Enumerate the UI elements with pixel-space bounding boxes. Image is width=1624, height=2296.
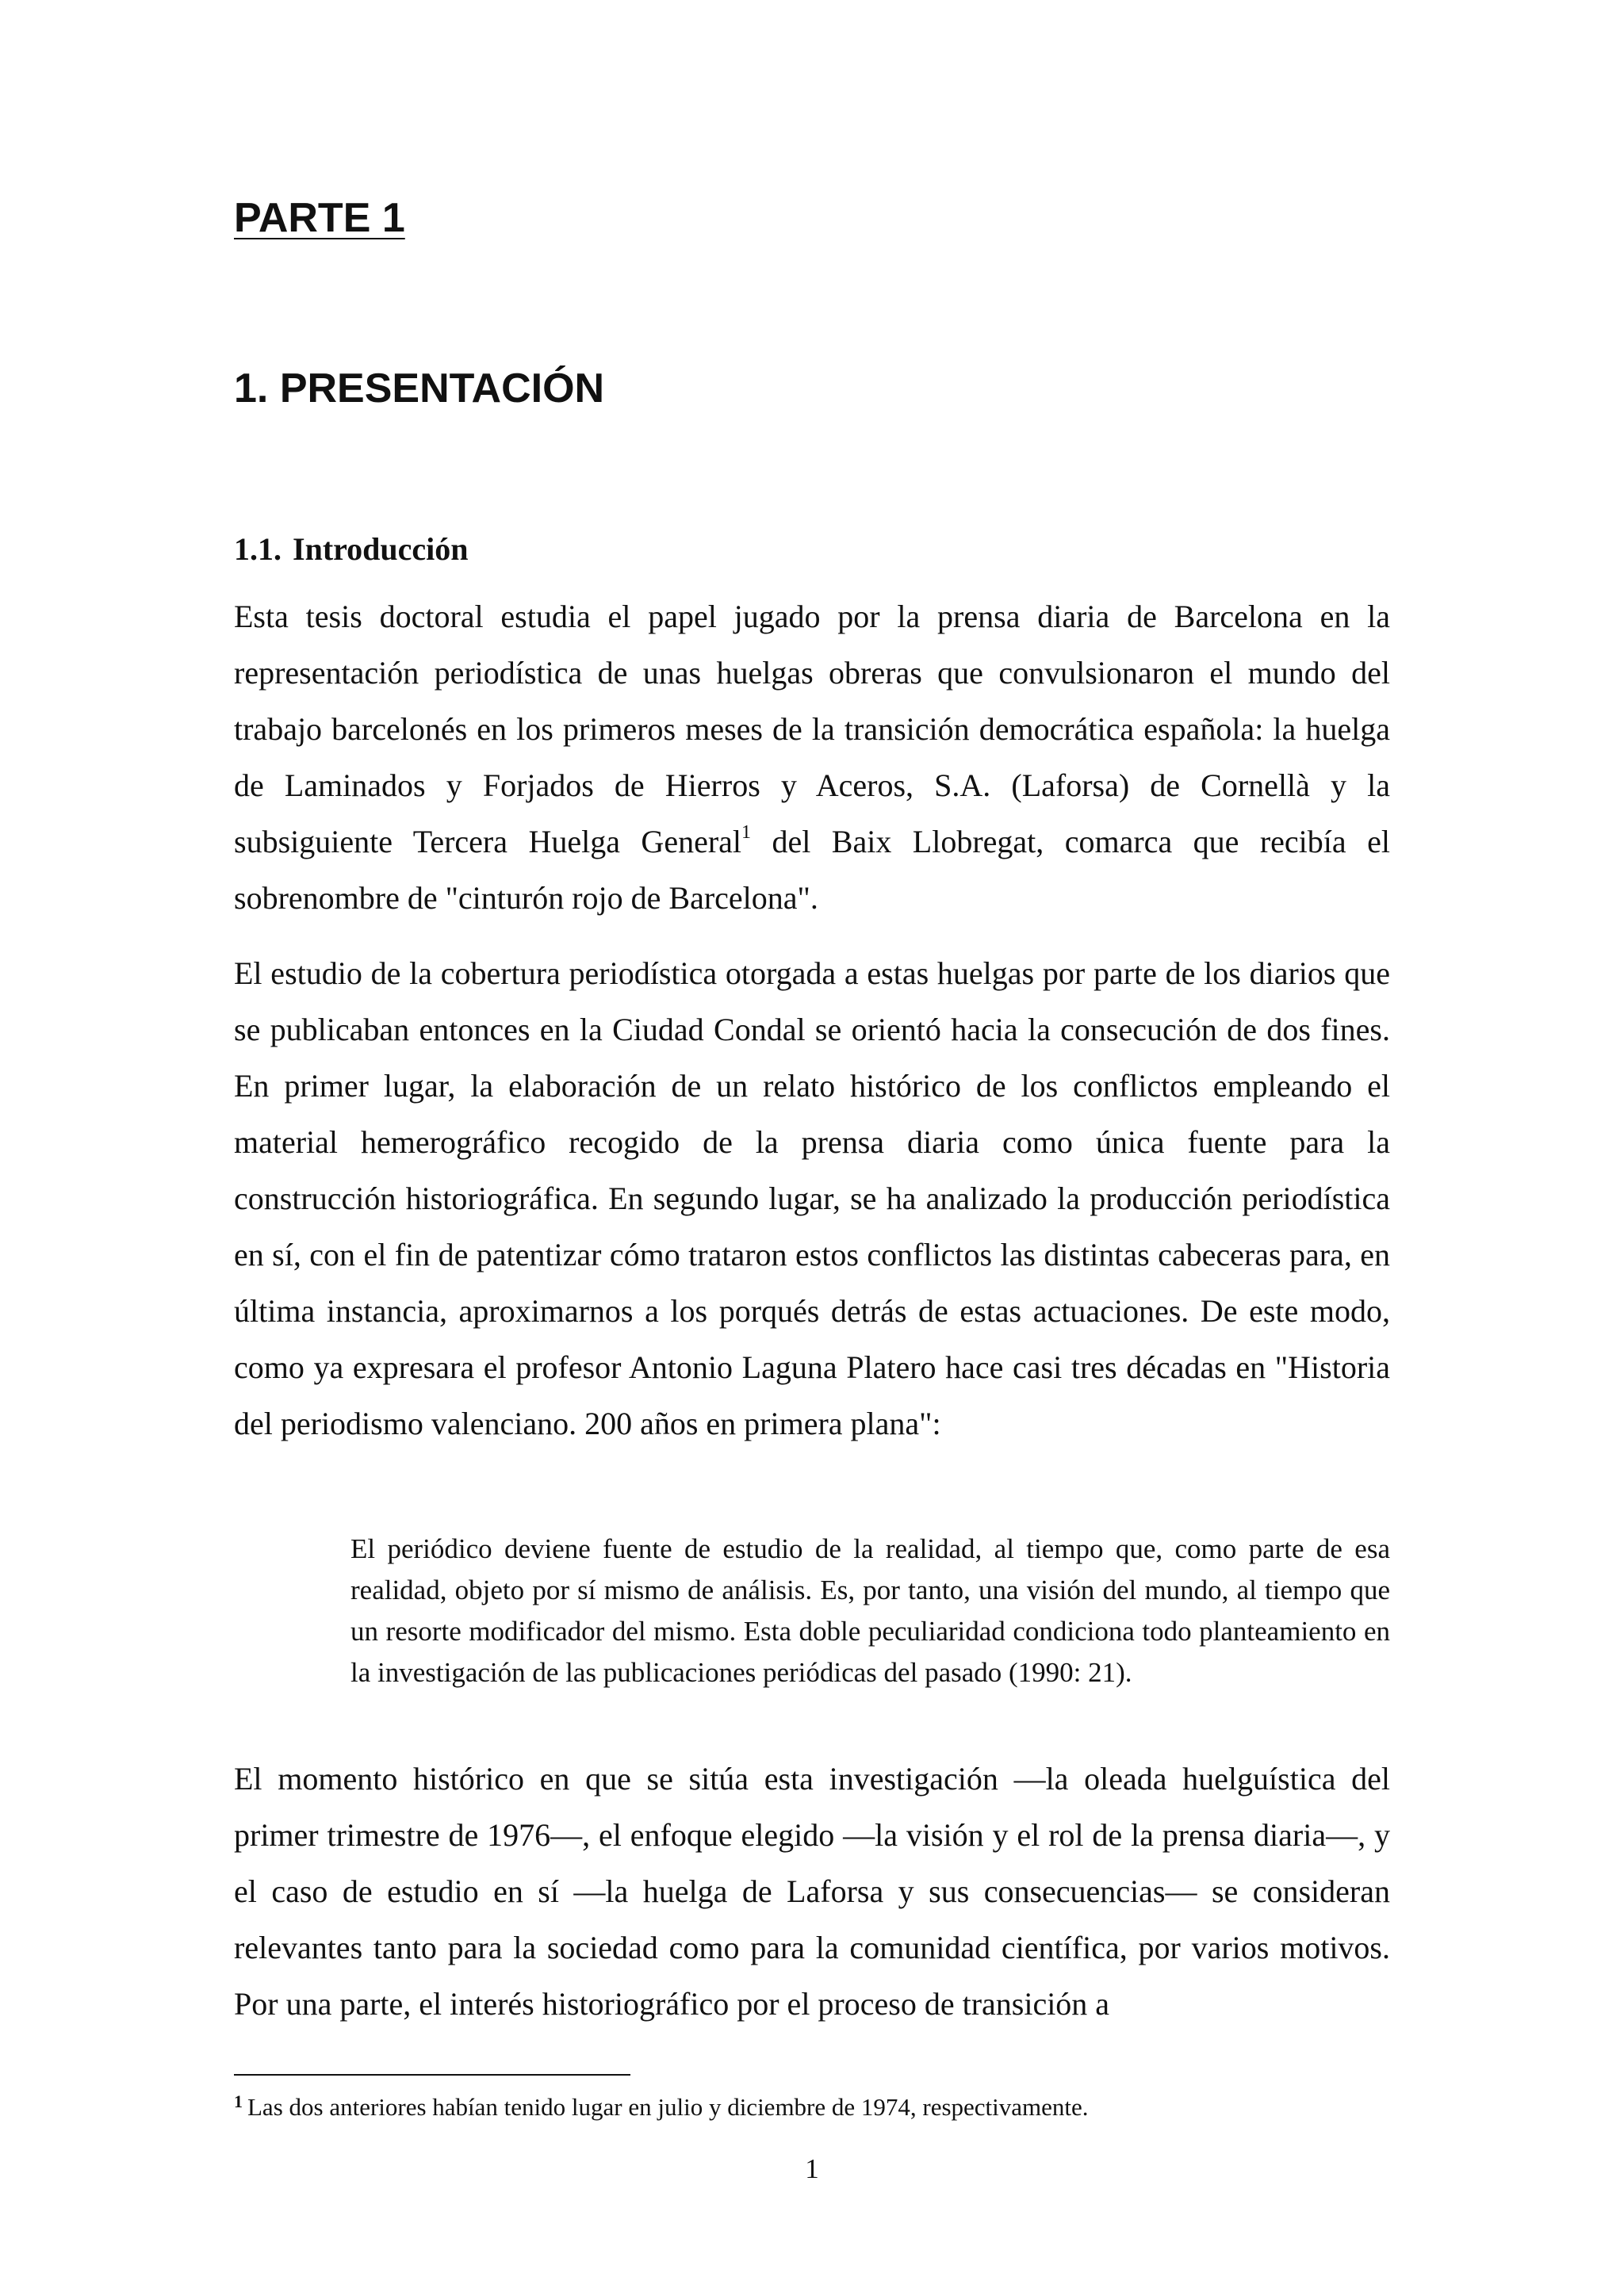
paragraph-intro-continuation: del Baix Llobregat, comarca que recibía el sobrenombre de "cinturón rojo de Barcelona". <box>234 824 1390 916</box>
page-number: 1 <box>805 2153 819 2184</box>
paragraph-relevance: El momento histórico en que se sitúa esta investigación —la oleada huelguística del primer trimestre de 1976—, el enfoque elegido —la visión y el rol de la prensa diaria—, y el caso de estudio en sí —la huelga de Laforsa y sus consecuencias— se consideran relevantes tanto para la sociedad como para la comunidad científica, por varios motivos. Por una parte, el interés historiográfico por el proceso de transición a <box>234 1761 1390 2022</box>
footnote <box>234 2090 1390 2127</box>
section-title-text: Introducción <box>293 531 469 567</box>
paragraph-coverage: El estudio de la cobertura periodística otorgada a estas huelgas por parte de los diarios que se publicaban entonces en la Ciudad Condal se orientó hacia la consecución de dos fines. En primer lugar, la elaboración de un relato histórico de los conflictos empleando el material hemerográfico recogido de la prensa diaria como única fuente para la construcción historiográfica. En segundo lugar, se ha analizado la producción periodística en sí, con el fin de patentizar cómo trataron estos conflictos las distintas cabeceras para, en última instancia, aproximarnos a los porqués detrás de estas actuaciones. De este modo, como ya expresara el profesor Antonio Laguna Platero hace casi tres décadas en "Historia del periodismo valenciano. 200 años en primera plana": <box>234 955 1390 1441</box>
paragraph-intro <box>234 588 1390 926</box>
chapter-heading: 1. PRESENTACIÓN <box>234 365 605 411</box>
paragraph-intro-text: Esta tesis doctoral estudia el papel jugado por la prensa diaria de Barcelona en la representación periodística de unas huelgas obreras que convulsionaron el mundo del trabajo barcelonés en los primeros meses de la transición democrática española: la huelga de Laminados y Forjados de Hierros y Aceros, S.A. (Laforsa) de Cornellà y la subsiguiente Tercera Huelga General <box>234 599 1390 859</box>
footnote-reference: 1 <box>741 821 752 843</box>
footnote-separator <box>234 2074 630 2076</box>
footnote-mark: 1 <box>234 2091 243 2111</box>
block-quote: El periódico deviene fuente de estudio de la realidad, al tiempo que, como parte de esa realidad, objeto por sí mismo de análisis. Es, por tanto, una visión del mundo, al tiempo que un resorte modificador del mismo. Esta doble peculiaridad condiciona todo planteamiento en la investigación de las publicaciones periódicas del pasado (1990: 21). <box>350 1533 1390 1688</box>
footnote-text: Las dos anteriores habían tenido lugar en julio y diciembre de 1974, respectivamente. <box>247 2093 1089 2121</box>
section-heading <box>234 530 469 569</box>
part-heading: PARTE 1 <box>234 195 405 241</box>
section-number: 1.1. <box>234 531 282 567</box>
